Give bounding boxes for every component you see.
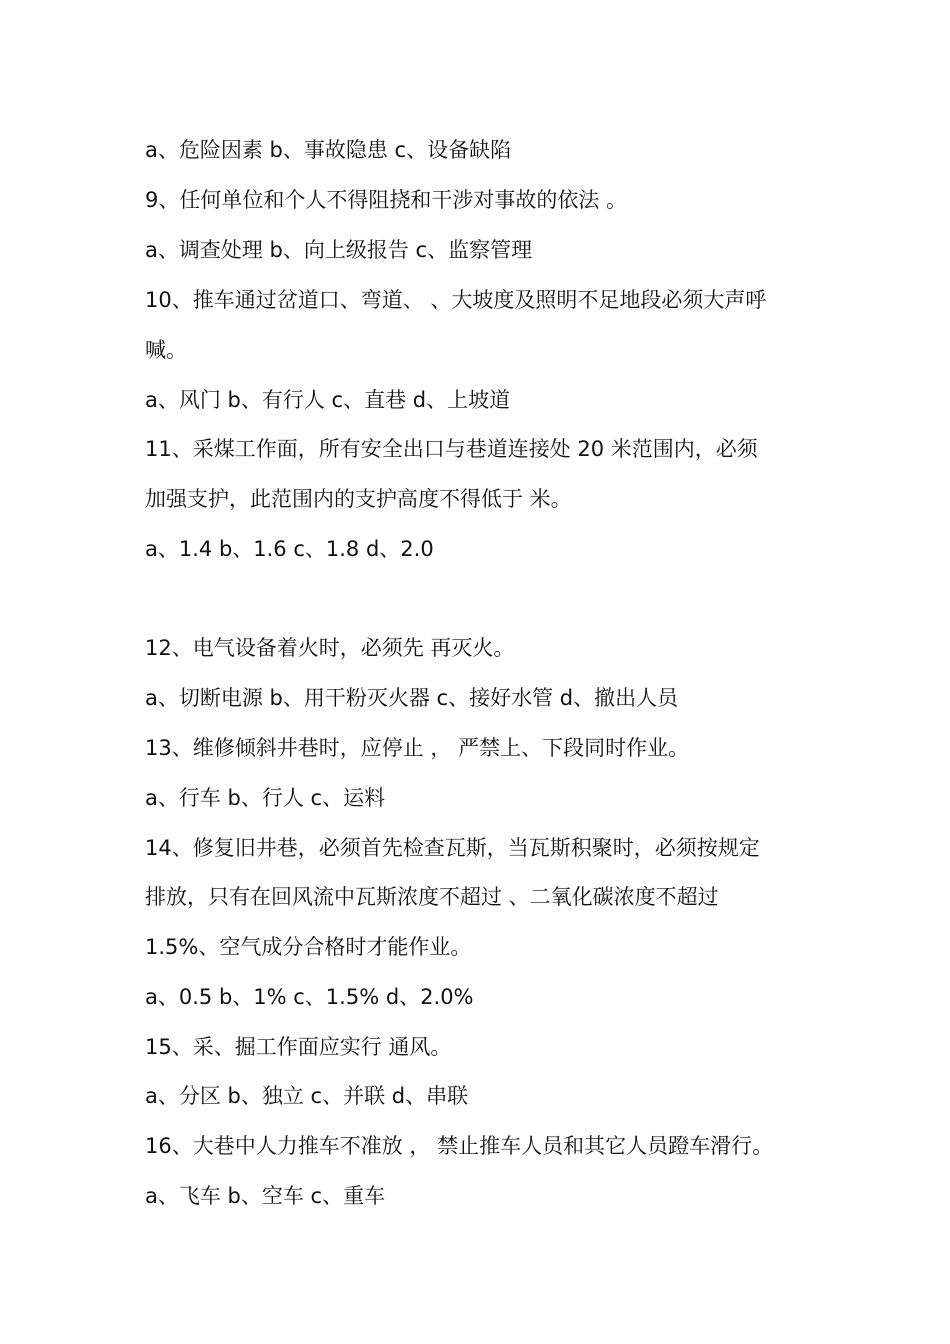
q14-question-line3: 1.5%、空气成分合格时才能作业。 [145,935,472,959]
q11-question-line2: 加强支护，此范围内的支护高度不得低于 米。 [145,487,572,511]
q15-question: 15、采、掘工作面应实行 通风。 [145,1035,452,1059]
q11-options: a、1.4 b、1.6 c、1.8 d、2.0 [145,537,434,561]
q14-question-line1: 14、修复旧井巷，必须首先检查瓦斯，当瓦斯积聚时，必须按规定 [145,836,760,860]
q9-options: a、调查处理 b、向上级报告 c、监察管理 [145,238,533,262]
q14-options: a、0.5 b、1% c、1.5% d、2.0% [145,985,474,1009]
q13-question: 13、维修倾斜井巷时，应停止 ， 严禁上、下段同时作业。 [145,736,690,760]
q10-question-line1: 10、推车通过岔道口、弯道、 、大坡度及照明不足地段必须大声呼 [145,288,767,312]
q9-question: 9、任何单位和个人不得阻挠和干涉对事故的依法 。 [145,188,628,212]
q16-question: 16、大巷中人力推车不准放 ， 禁止推车人员和其它人员蹬车滑行。 [145,1134,774,1158]
q10-question-line2: 喊。 [145,338,187,362]
q12-question: 12、电气设备着火时，必须先 再灭火。 [145,636,515,660]
q14-question-line2: 排放，只有在回风流中瓦斯浓度不超过 、二氧化碳浓度不超过 [145,885,719,909]
q11-question-line1: 11、采煤工作面，所有安全出口与巷道连接处 20 米范围内，必须 [145,437,758,461]
q10-options: a、风门 b、有行人 c、直巷 d、上坡道 [145,388,511,412]
q8-options: a、危险因素 b、事故隐患 c、设备缺陷 [145,138,512,162]
q15-options: a、分区 b、独立 c、并联 d、串联 [145,1084,469,1108]
q12-options: a、切断电源 b、用干粉灭火器 c、接好水管 d、撤出人员 [145,686,679,710]
q16-options: a、飞车 b、空车 c、重车 [145,1184,386,1208]
q13-options: a、行车 b、行人 c、运料 [145,786,386,810]
